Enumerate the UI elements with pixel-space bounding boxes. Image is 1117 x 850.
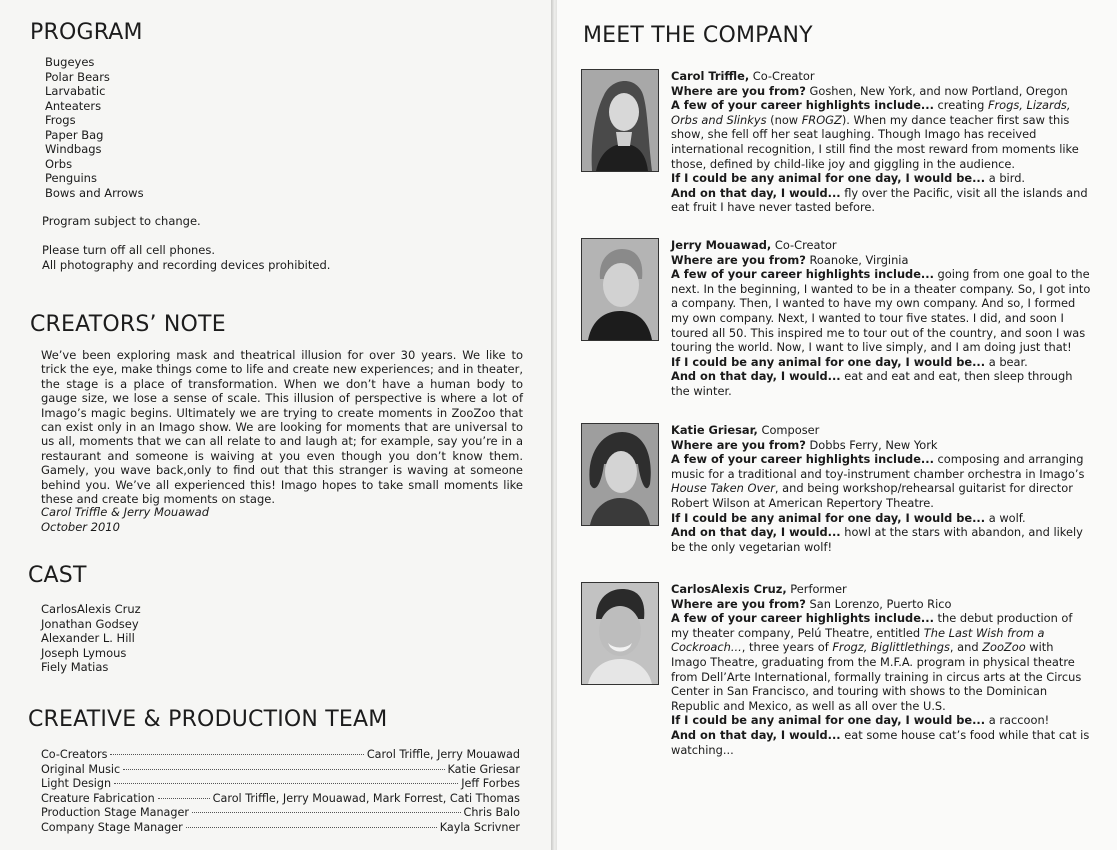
cell-phone-notice: Please turn off all cell phones. bbox=[42, 243, 216, 257]
member-name: CarlosAlexis Cruz, bbox=[671, 582, 787, 596]
team-heading: CREATIVE & PRODUCTION TEAM bbox=[28, 707, 388, 732]
member-animal: If I could be any animal for one day, I would be... a wolf. bbox=[671, 510, 1026, 525]
member-from: Where are you from? Goshen, New York, and now Portland, Oregon bbox=[671, 83, 1068, 98]
credit-row bbox=[41, 777, 520, 792]
program-subject-note: Program subject to change. bbox=[42, 214, 201, 228]
headshot-photo bbox=[581, 423, 659, 526]
member-role: Performer bbox=[786, 582, 847, 596]
company-heading: MEET THE COMPANY bbox=[583, 23, 813, 48]
member-highlights: A few of your career highlights include... creating Frogs, Lizards, Orbs and Slinkys (now FROGZ). When my dance teacher first saw this show, she fell off her seat laughing. Though Imago has received international recognition, I still find the most reward from moments like those, defined by child-like joy and giggling in the audience. bbox=[671, 98, 1079, 171]
credit-row bbox=[41, 806, 520, 821]
member-bio bbox=[671, 423, 1091, 554]
program-list bbox=[45, 55, 144, 200]
cast-member: Joseph Lymous bbox=[41, 645, 127, 660]
member-name: Carol Triffle, bbox=[671, 69, 750, 83]
member-name: Jerry Mouawad, bbox=[671, 238, 772, 252]
member-role: Co-Creator bbox=[749, 69, 815, 83]
member-header bbox=[671, 69, 1091, 84]
member-bio bbox=[671, 582, 1091, 757]
member-day: And on that day, I would... fly over the Pacific, visit all the islands and eat fruit I have never tasted before. bbox=[671, 185, 1088, 215]
member-bio bbox=[671, 238, 1091, 399]
creators-signature bbox=[41, 505, 209, 534]
credit-row bbox=[41, 748, 520, 763]
member-role: Composer bbox=[757, 423, 820, 437]
credit-name: Carol Triffle, Jerry Mouawad bbox=[366, 748, 520, 761]
member-name: Katie Griesar, bbox=[671, 423, 758, 437]
creators-note-heading: CREATORS’ NOTE bbox=[30, 312, 226, 337]
member-highlights: A few of your career highlights include... going from one goal to the next. In the beginning, I wanted to be in a theater company. So, I got into a company. Then, I wanted to have my own company. And so, I formed my own company. Next, I wanted to tour five states. I did, and soon I toured all 50. This inspired me to tour out of the country, and soon I was touring the world. Now, I want to live simply, and I am doing just that! bbox=[671, 267, 1091, 355]
leader-dots bbox=[158, 798, 210, 799]
credit-name: Kayla Scrivner bbox=[439, 820, 520, 834]
program-item: Anteaters bbox=[45, 98, 102, 113]
member-header bbox=[671, 423, 1091, 438]
leader-dots bbox=[186, 827, 437, 828]
program-item: Frogs bbox=[45, 113, 76, 127]
creators-note-text: We’ve been exploring mask and theatrical illusion for over 30 years. We like to trick the eye, make things come to life and create new experiences; and in theater, the stage is a place of transformation. When we don’t have a human body to gauge size, we lose a sense of scale. This illusion of perspective is where a lot of Imago’s magic begins. Ultimately we are trying to create moments in ZooZoo that can exist only in an Imago show. We are looking for moments that are universal to us all, moments that we can all relate to and laugh at; for example, say you’re in a restaurant and someone is waiving at you even though you don’t know them. Gamely, you wave back,only to find out that this stranger is waving at someone behind you. We’ve all experienced this! Imago hopes to take small moments like these and create big moments on stage. bbox=[41, 348, 523, 507]
member-animal: If I could be any animal for one day, I would be... a raccoon! bbox=[671, 713, 1050, 728]
cast-list bbox=[41, 602, 141, 675]
signature-date: October 2010 bbox=[41, 519, 120, 534]
cast-member: CarlosAlexis Cruz bbox=[41, 602, 141, 616]
team-credits bbox=[41, 748, 520, 836]
credit-role: Creature Fabrication bbox=[41, 791, 155, 805]
leader-dots bbox=[192, 812, 461, 813]
credit-name: Katie Griesar bbox=[447, 762, 520, 776]
member-from: Where are you from? Roanoke, Virginia bbox=[671, 252, 909, 267]
program-item: Paper Bag bbox=[45, 127, 104, 142]
credit-row bbox=[41, 821, 520, 836]
credit-name: Chris Balo bbox=[463, 806, 520, 820]
program-item: Penguins bbox=[45, 171, 97, 185]
program-item: Windbags bbox=[45, 142, 102, 156]
leader-dots bbox=[110, 754, 363, 755]
cast-member: Alexander L. Hill bbox=[41, 631, 135, 645]
credit-row bbox=[41, 763, 520, 778]
member-day: And on that day, I would... eat some house cat’s food while that cat is watching... bbox=[671, 727, 1090, 757]
program-item: Larvabatic bbox=[45, 84, 106, 98]
credit-role: Company Stage Manager bbox=[41, 820, 183, 834]
member-header bbox=[671, 238, 1091, 253]
program-item: Bows and Arrows bbox=[45, 185, 144, 200]
credit-name: Jeff Forbes bbox=[461, 777, 520, 791]
left-page bbox=[0, 0, 553, 850]
credit-role: Light Design bbox=[41, 777, 112, 791]
signature-names: Carol Triffle & Jerry Mouawad bbox=[41, 505, 210, 519]
leader-dots bbox=[123, 769, 444, 770]
credit-row bbox=[41, 792, 520, 807]
member-from: Where are you from? San Lorenzo, Puerto Rico bbox=[671, 596, 952, 611]
headshot-photo bbox=[581, 582, 659, 685]
right-page bbox=[557, 0, 1117, 850]
headshot-photo bbox=[581, 238, 659, 341]
member-role: Co-Creator bbox=[771, 238, 837, 252]
member-animal: If I could be any animal for one day, I would be... a bird. bbox=[671, 171, 1026, 186]
member-day: And on that day, I would... eat and eat and eat, then sleep through the winter. bbox=[671, 369, 1073, 398]
cast-member: Jonathan Godsey bbox=[41, 616, 139, 631]
photography-notice: All photography and recording devices prohibited. bbox=[42, 258, 331, 272]
leader-dots bbox=[114, 783, 458, 784]
headshot-photo bbox=[581, 69, 659, 172]
cast-member: Fiely Matias bbox=[41, 660, 109, 674]
member-day: And on that day, I would... howl at the stars with abandon, and likely be the only vegetarian wolf! bbox=[671, 525, 1083, 554]
member-from: Where are you from? Dobbs Ferry, New York bbox=[671, 437, 938, 452]
credit-role: Production Stage Manager bbox=[41, 806, 189, 820]
program-item: Polar Bears bbox=[45, 69, 110, 84]
member-highlights: A few of your career highlights include... the debut production of my theater company, Pelú Theatre, entitled The Last Wish from a Cockroach..., three years of Frogz, Biglittlethings, and ZooZoo with Imago Theatre, graduating from the M.F.A. program in physical theatre from Dell’Arte International, formally training in circus arts at the Circus Center in San Francisco, and touring with shows to the Dominican Republic and Mexico, as well as all over the U.S. bbox=[671, 611, 1082, 713]
credit-name: Carol Triffle, Jerry Mouawad, Mark Forrest, Cati Thomas bbox=[212, 791, 520, 805]
credit-role: Co-Creators bbox=[41, 748, 108, 761]
member-header bbox=[671, 582, 1091, 597]
member-animal: If I could be any animal for one day, I would be... a bear. bbox=[671, 354, 1028, 369]
program-item: Orbs bbox=[45, 156, 73, 171]
credit-role: Original Music bbox=[41, 762, 121, 776]
member-highlights: A few of your career highlights include... composing and arranging music for a traditional and toy-instrument chamber orchestra in Imago’s House Taken Over, and being workshop/rehearsal guitarist for director Robert Wilson at American Repertory Theatre. bbox=[671, 452, 1085, 510]
program-heading: PROGRAM bbox=[30, 20, 143, 45]
program-item: Bugeyes bbox=[45, 55, 95, 69]
member-bio bbox=[671, 69, 1091, 215]
cast-heading: CAST bbox=[28, 563, 87, 588]
